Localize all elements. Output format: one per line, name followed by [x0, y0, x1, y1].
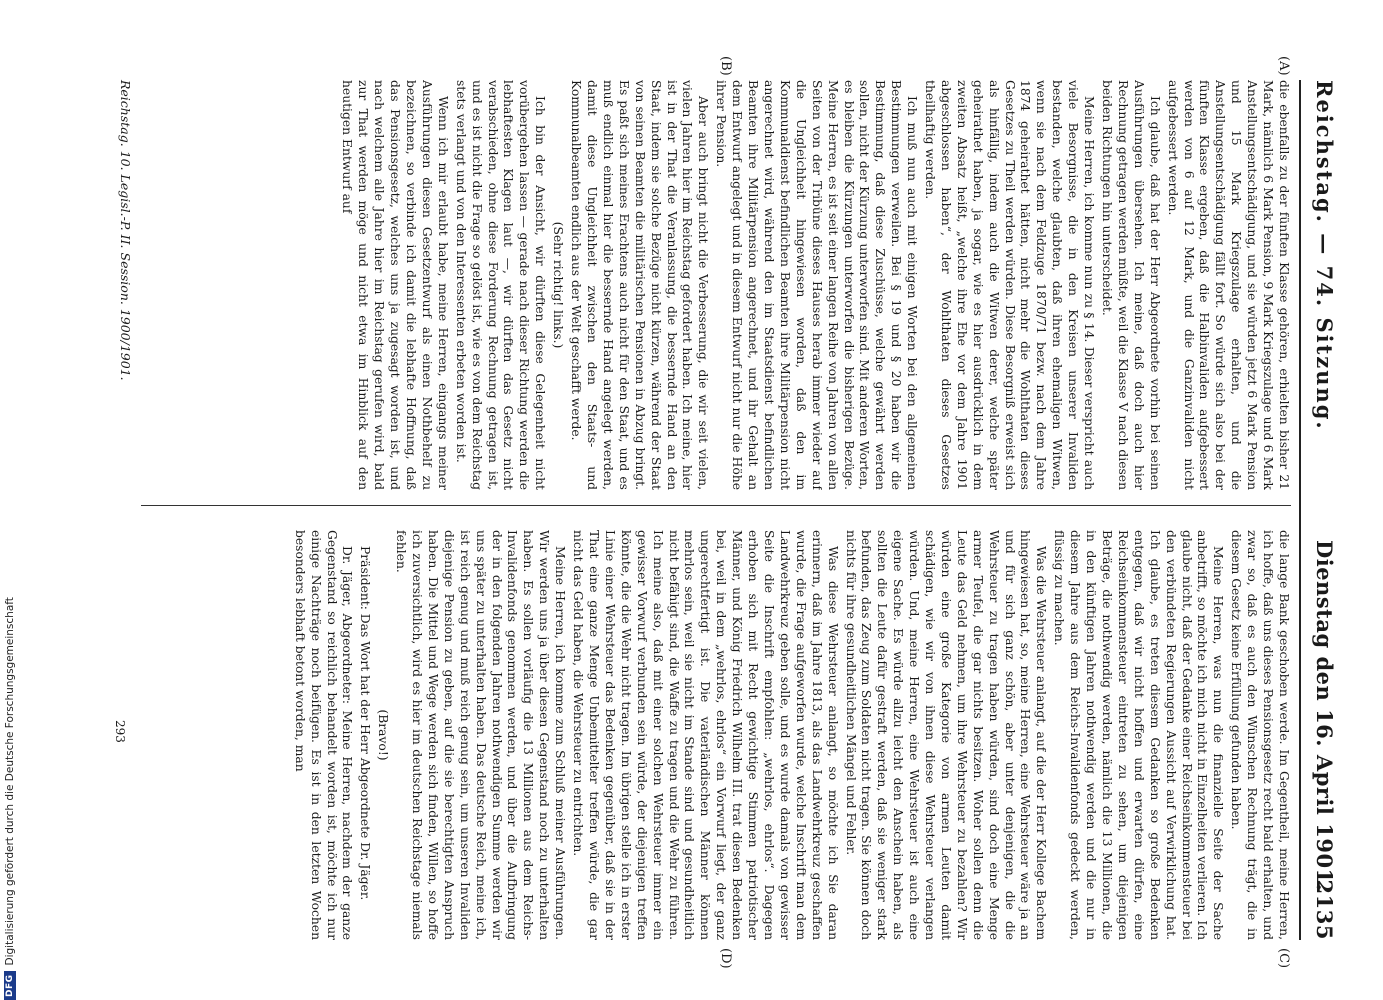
- paragraph: Meine Herren, ich komme nun zu § 14. Dieser verspricht auch viele Besorgnisse, die in den Kreisen unserer Invaliden bestanden, welche glaubten, daß ihren ehemaligen Witwen, wenn sie nach dem Feldzuge 1870/71 bezw. nach dem Jahre 1874 geheirathet hätten, nicht mehr die Wohlthaten dieses Gesetzes zu Theil werden würden. Diese Besorgniß erweist sich als hinfällig, indem auch die Witwen derer, welche später geheirathet haben, ja sogar, wie es hier ausdrücklich in dem zweiten Absatz heißt, „welche ihre Ehe vor dem Jahre 1901 abgeschlossen haben“, der Wohlthaten dieses Gesetzes theilhaftig werden.: [923, 80, 1097, 490]
- margin-marker-a: (A): [1276, 56, 1291, 76]
- paragraph: die lange Bank geschoben werde. Im Gegentheil, meine Herren, ich hoffe, daß uns dieses Pensionsgesetz recht bald erhalten, und zwar so, daß es auch den Wünschen Rechnung trägt, die in diesem Gesetz keine Erfüllung gefunden haben.: [1229, 530, 1291, 940]
- speaker-paragraph: Dr. Jäger, Abgeordneter: Meine Herren, nachdem der ganze Gegenstand so reichlich behandelt worden ist, möchte ich nur einige Nachträge noch beifügen. Es ist in den letzten Wochen besonders lebhaft betont worden, man: [292, 530, 355, 940]
- header-page-number: 2135: [1312, 879, 1337, 940]
- interjection: (Sehr richtig! links.): [551, 221, 566, 349]
- right-column: [141, 530, 1291, 940]
- paragraph: Ich bin der Ansicht, wir dürften diese Gelegenheit nicht vorübergehen lassen — gerade nach dieser Richtung werden die lebhaftesten Klagen laut —, wir dürften das Gesetz nicht verabschieden, ohne diese Forderung Rechnung getragen ist, und es ist nicht die Frage so gelöst ist, wie es von dem Reichstag stets verlangt und von den Interessenten erbeten worden ist.: [453, 80, 548, 490]
- column-divider: [141, 505, 1291, 506]
- speaker-paragraph: Präsident: Das Wort hat der Herr Abgeordnete Dr. Jäger.: [358, 546, 373, 901]
- paragraph: Meine Herren, ich komme zum Schluß meiner Ausführungen. Wir werden uns ja über diesen Gegenstand noch zu unterhalten haben. Es sollen vorläufig die 13 Millionen aus dem Reichs-Invalidenfonds genommen werden, und über die Aufbringung der in den folgenden Jahren nothwendigen Summe werden wir uns später zu unterhalten haben. Das deutsche Reich, meine ich, ist reich genug und muß reich genug sein, um unseren Invaliden diejenige Pension zu geben, auf die sie berechtigten Anspruch haben. Die Mittel und Wege werden sich finden, Willen, so hoffe ich zuversichtlich, wird es hier im deutschen Reichstage niemals fehlen.: [394, 530, 568, 940]
- page-header: [1299, 80, 1343, 940]
- footer-sheet-number: 293: [113, 720, 127, 743]
- margin-marker-c: (C): [1276, 948, 1291, 969]
- paragraph: Meine Herren, was nun die finanzielle Seite der Sache anbetrifft, so möchte ich mich nicht in Einzelheiten verlieren. Ich glaube nicht, daß der Gedanke einer Reichseinkommensteuer bei den verbündeten Regierungen Aussicht auf Verwirklichung hat. Ich glaube, es treten diesem Gedanken so große Bedenken entgegen, daß wir nicht hoffen und erwarten dürfen, eine Reichseinkommensteuer eintreten zu sehen, um diejenigen Beträge, die nothwendig werden, nämlich die 13 Millionen, die in den künftigen Jahren nothwendig werden und die nur in diesem Jahre aus dem Reichs-Invalidenfonds gedeckt werden, flüssig zu machen.: [1052, 530, 1226, 940]
- paragraph: die ebenfalls zu der fünften Klasse gehören, erhielten bisher 21 Mark, nämlich 6 Mark Pension, 9 Mark Kriegszulage und 6 Mark Anstellungsentschädigung, und sie würden jetzt 6 Mark Pension und 15 Mark Kriegszulage erhalten, und die Anstellungsentschädigung fällt fort. So würde sich also bei der fünften Klasse ergeben, daß die Halbinvaliden aufgebessert werden von 6 auf 12 Mark, und die Ganzinvaliden nicht aufgebessert werden.: [1165, 80, 1291, 490]
- paragraph: Was diese Wehrsteuer anlangt, so möchte ich Sie daran erinnern, daß im Jahre 1813, als das Landwehrkreuz geschaffen wurde, die Frage aufgeworfen wurde, welche Inschrift man dem Landwehrkreuz geben solle, und es wurde damals von gewisser Seite die Inschrift empfohlen: „wehrlos, ehrlos“. Dagegen erhoben sich mit Recht gewichtige Stimmen patriotischer Männer, und König Friedrich Wilhelm III. trat diesen Bedenken bei, weil in dem „wehrlos, ehrlos“ ein Vorwurf liegt, der ganz ungerechtfertigt ist. Die vaterländischen Männer können mehrlos sein, weil sie nicht im Stande sind und gesundheitlich nicht befähigt sind, die Waffe zu tragen und die Wehr zu führen. Ich meine also, daß mit einer solchen Wehrsteuer immer ein gewisser Vorwurf verbunden sein würde, der diejenigen treffen könnte, die die Wehr nicht tragen. Im übrigen stelle ich in erster Linie einer Wehrsteuer das Bedenken gegenüber, daß sie in der That eine ganze Menge Unbemittelter treffen würde, die gar nicht das Geld haben, die Wehrsteuer zu entrichten.: [571, 530, 840, 940]
- left-column: [141, 80, 1291, 490]
- paragraph: Was die Wehrsteuer anlangt, auf die der Herr Kollege Bachem hingewiesen hat, so, meine Herren, eine Wehrsteuer wäre ja an und für sich ganz schön, aber unter denjenigen, die die Wehrsteuer zu tragen haben würden, sind doch eine Menge armer Teufel, die gar nichts besitzen. Woher sollen denn die Leute das Geld nehmen, um ihre Wehrsteuer zu bezahlen? Wir würden eine große Kategorie von armen Leuten damit schädigen, wie wir von ihnen diese Wehrsteuer verlangen würden. Und, meine Herren, eine Wehrsteuer ist auch eine eigene Sache. Es würde allzu leicht den Anschein haben, als sollten die Leute dafür gestraft werden, daß sie weniger stark befunden, das Zeug zum Soldaten nicht tragen. Sie können doch nichts für ihre gesundheitlichen Mängel und Fehler.: [843, 530, 1049, 940]
- credit-text: Digitalisierung gefördert durch die Deutsche Forschungsgemeinschaft: [4, 597, 16, 966]
- paragraph: Ich glaube, daß hat der Herr Abgeordnete vorhin bei seinen Ausführungen übersehen. Ich meine, daß doch auch hier Rechnung getragen werden müßte, weil die Klasse V nach diesen beiden Richtungen hin unterscheidet.: [1100, 80, 1162, 490]
- paragraph: Wenn ich mir erlaubt habe, meine Herren, eingangs meiner Ausführungen diesen Gesetzentwurf als einen Nothbehelf zu bezeichnen, so verbinde ich damit die lebhafte Hoffnung, daß das Pensionsgesetz, welches uns ja zugesagt worden ist, und nach welchem alle Jahre hier im Reichstag gerufen wird, bald zur That werden möge und nicht etwa im Hinblick auf den heutigen Entwurf auf: [340, 80, 450, 490]
- header-session: Reichstag. — 74. Sitzung.: [1312, 80, 1337, 431]
- header-date: Dienstag den 16. April 1901.: [1312, 540, 1337, 892]
- paragraph: Ich muß nun auch mit einigen Worten bei den allgemeinen Bestimmungen verweilen. Bei § 19 und § 20 haben wir die Bestimmung, daß diese Zuschüsse, welche gewährt werden sollen, nicht der Kürzung unterworfen sind. Mit anderen Worten, es bleiben die Kürzungen unterworfen die bisherigen Bezüge. Meine Herren, es ist seit einer langen Reihe von Jahren von allen Seiten von der Tribüne dieses Hauses herab immer wieder auf die Ungleichheit hingewiesen worden, daß den im Kommunaldienst befindlichen Beamten ihre Militärpension nicht angerechnet wird, während den im Staatsdienst befindlichen Beamten ihre Militärpension angerechnet, und ihr Gehalt an dem Entwurf angelegt und in diesem Entwurf nicht nur die Höhe ihrer Pension.: [714, 80, 920, 490]
- margin-marker-b: (B): [718, 56, 733, 76]
- margin-marker-d: (D): [718, 948, 733, 969]
- paragraph: Aber auch bringt nicht die Verbesserung, die wir seit vielen, vielen Jahren hier im Reichstag gefordert haben. Ich meine, hier ist in der That die Veranlassung, die bessernde Hand an den Staat, indem sie solche Bezüge nicht kürzen, während der Staat von seinen Beamten die militärischen Pensionen in Abzug bringt. Es paßt sich meines Erachtens auch nicht für den Staat, und es muß endlich einmal hier die bessernde Hand angelegt werden, damit diese Ungleichheit zwischen den Staats- und Kommunalbeamten endlich aus der Welt geschafft werde.: [569, 80, 711, 490]
- interjection: (Bravo!): [376, 709, 391, 761]
- footer-session-info: Reichstag. 10. Legisl.-P. II. Session. 1900/1901.: [118, 80, 133, 381]
- dfg-logo: DFG: [4, 971, 16, 1000]
